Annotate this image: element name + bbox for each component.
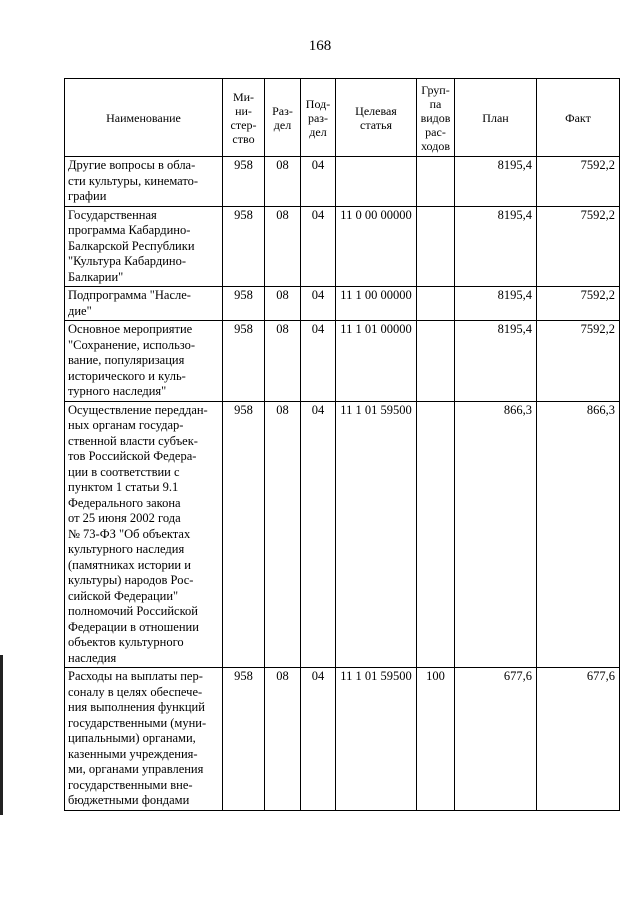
scan-edge-mark bbox=[0, 655, 3, 815]
row-section: 08 bbox=[265, 401, 301, 668]
row-name: Подпрограмма "Насле- дие" bbox=[65, 287, 223, 321]
row-subsection: 04 bbox=[301, 206, 336, 287]
row-target: 11 1 00 00000 bbox=[336, 287, 417, 321]
row-name: Основное мероприятие "Сохранение, использо- вание, популяризация исторического и куль- турного наследия" bbox=[65, 321, 223, 402]
row-subsection: 04 bbox=[301, 668, 336, 811]
row-section: 08 bbox=[265, 668, 301, 811]
row-plan: 677,6 bbox=[455, 668, 537, 811]
header-section: Раз- дел bbox=[265, 79, 301, 157]
header-subsection: Под- раз- дел bbox=[301, 79, 336, 157]
page-number: 168 bbox=[308, 38, 332, 54]
row-subsection: 04 bbox=[301, 157, 336, 207]
row-group: 100 bbox=[417, 668, 455, 811]
table-row bbox=[65, 157, 620, 207]
header-expense-group: Груп- па видов рас- ходов bbox=[417, 79, 455, 157]
row-target: 11 1 01 59500 bbox=[336, 401, 417, 668]
row-fact: 866,3 bbox=[537, 401, 620, 668]
row-plan: 8195,4 bbox=[455, 321, 537, 402]
header-ministry: Ми- ни- стер- ство bbox=[223, 79, 265, 157]
row-plan: 8195,4 bbox=[455, 206, 537, 287]
row-ministry: 958 bbox=[223, 668, 265, 811]
row-subsection: 04 bbox=[301, 401, 336, 668]
row-plan: 8195,4 bbox=[455, 287, 537, 321]
row-target: 11 1 01 00000 bbox=[336, 321, 417, 402]
header-plan: План bbox=[455, 79, 537, 157]
row-ministry: 958 bbox=[223, 206, 265, 287]
row-plan: 8195,4 bbox=[455, 157, 537, 207]
row-ministry: 958 bbox=[223, 321, 265, 402]
row-ministry: 958 bbox=[223, 157, 265, 207]
row-subsection: 04 bbox=[301, 287, 336, 321]
row-fact: 7592,2 bbox=[537, 206, 620, 287]
row-name: Осуществление переддан- ных органам государ- ственной власти субъек- тов Российской Федера- ции в соответствии с пунктом 1 статьи 9.1 Федерального закона от 25 июня 2002 года № 73-ФЗ "Об объектах культурного наследия (памятниках истории и культуры) народов Рос- сийской Федерации" полномочий Российской Федерации в отношении объектов культурного наследия bbox=[65, 401, 223, 668]
row-name: Государственная программа Кабардино- Балкарской Республики "Культура Кабардино- Балкарии" bbox=[65, 206, 223, 287]
row-ministry: 958 bbox=[223, 401, 265, 668]
row-target: 11 1 01 59500 bbox=[336, 668, 417, 811]
table-row bbox=[65, 401, 620, 668]
header-name: Наименование bbox=[65, 79, 223, 157]
table-row bbox=[65, 321, 620, 402]
row-fact: 7592,2 bbox=[537, 287, 620, 321]
row-group bbox=[417, 287, 455, 321]
row-group bbox=[417, 401, 455, 668]
row-group bbox=[417, 321, 455, 402]
table-row bbox=[65, 287, 620, 321]
budget-table bbox=[64, 78, 620, 811]
row-group bbox=[417, 157, 455, 207]
row-name: Расходы на выплаты пер- соналу в целях обеспече- ния выполнения функций государственными (муни- ципальными) органами, казенными учреждения- ми, органами управления государственными вне- бюджетными фондами bbox=[65, 668, 223, 811]
row-subsection: 04 bbox=[301, 321, 336, 402]
header-fact: Факт bbox=[537, 79, 620, 157]
row-fact: 7592,2 bbox=[537, 157, 620, 207]
table-row bbox=[65, 668, 620, 811]
header-target: Целевая статья bbox=[336, 79, 417, 157]
row-target bbox=[336, 157, 417, 207]
row-fact: 7592,2 bbox=[537, 321, 620, 402]
table-header-row bbox=[65, 79, 620, 157]
row-section: 08 bbox=[265, 157, 301, 207]
row-plan: 866,3 bbox=[455, 401, 537, 668]
row-name: Другие вопросы в обла- сти культуры, кинемато- графии bbox=[65, 157, 223, 207]
row-ministry: 958 bbox=[223, 287, 265, 321]
row-target: 11 0 00 00000 bbox=[336, 206, 417, 287]
row-section: 08 bbox=[265, 321, 301, 402]
row-section: 08 bbox=[265, 206, 301, 287]
table-row bbox=[65, 206, 620, 287]
row-section: 08 bbox=[265, 287, 301, 321]
row-fact: 677,6 bbox=[537, 668, 620, 811]
row-group bbox=[417, 206, 455, 287]
